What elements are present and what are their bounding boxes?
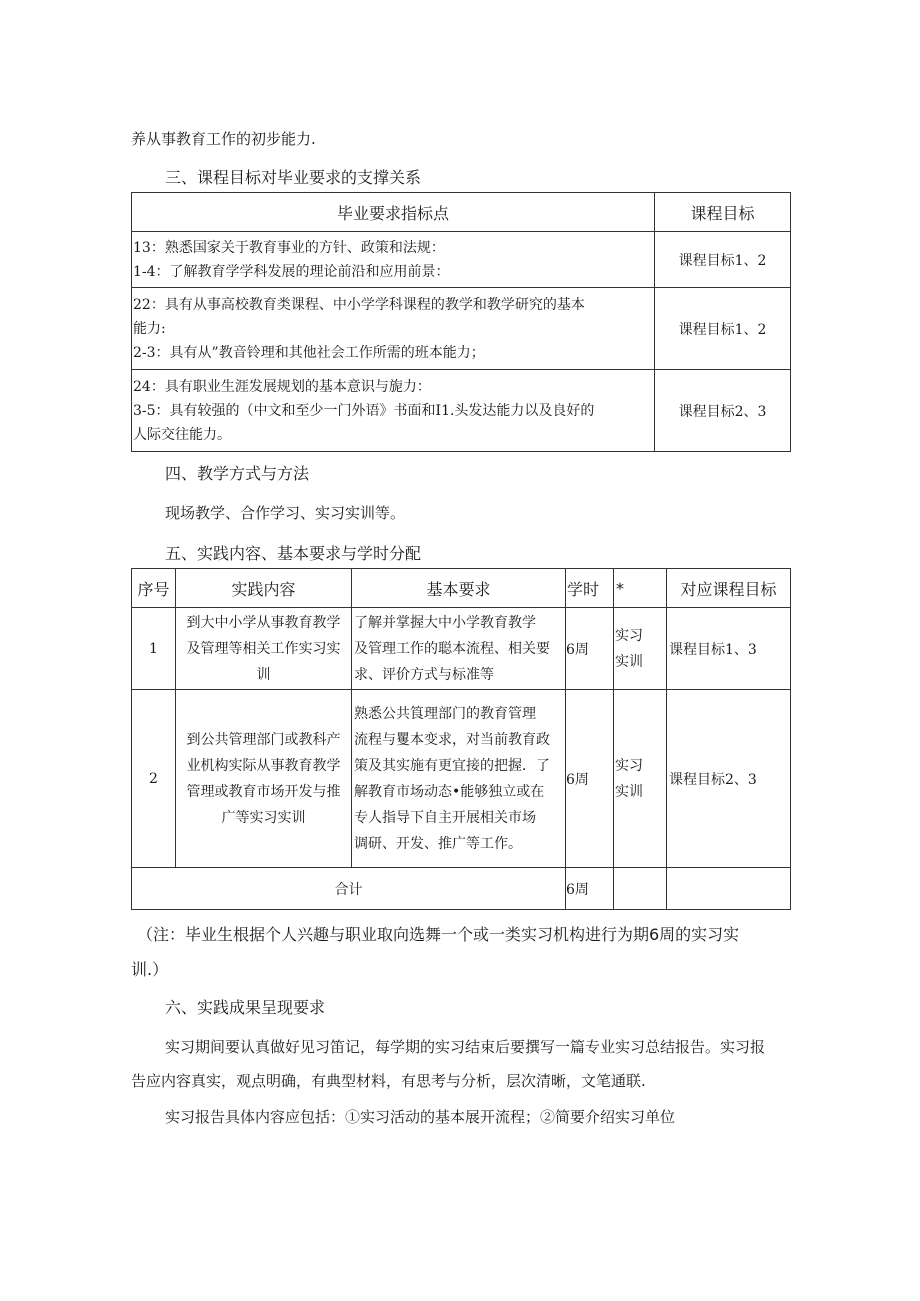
total-row xyxy=(132,868,791,910)
table-row xyxy=(132,232,791,288)
hours-cell: 6周 xyxy=(566,608,614,690)
requirement-line: 3-5：具有较强的（中文和至少一门外语》书面和I1.头发达能力以及良好的 xyxy=(133,402,595,419)
table-header-row xyxy=(132,569,791,608)
requirements-support-table xyxy=(131,192,791,452)
content-line: 广等实习实训 xyxy=(221,809,306,826)
requirement-cell xyxy=(132,288,655,370)
row-number: 2 xyxy=(132,690,176,868)
section-4-text: 现场教学、合作学习、实习实训等。 xyxy=(165,504,406,522)
content-cell xyxy=(176,608,352,690)
column-header: 学时 xyxy=(566,569,614,608)
table-row xyxy=(132,608,791,690)
note-line: （注：毕业生根据个人兴趣与职业取向选舞一个或一类实习机构进行为期6周的实习实 xyxy=(137,925,740,944)
empty-cell xyxy=(667,868,791,910)
requirement-line: 1-4：了解教育学学科发展的理论前沿和应用前景： xyxy=(133,263,450,280)
content-line: 业机构实际从事教育教学 xyxy=(186,757,341,774)
type-line: 实训 xyxy=(615,653,643,670)
intro-line: 养从事教育工作的初步能力. xyxy=(131,130,316,148)
requirement-line: 能力: xyxy=(133,320,166,337)
requirement-line: 13：熟悉国家关于教育事业的方针、政策和法规： xyxy=(133,239,445,256)
section-6-paragraph-line: 实习报告具体内容应包括：①实习活动的基本展开流程；②简要介绍实习单位 xyxy=(165,1108,676,1126)
requirement-cell xyxy=(352,690,566,868)
goal-cell: 课程目标1、2 xyxy=(655,288,791,370)
content-line: 到公共管理部门或教科产 xyxy=(186,731,341,748)
column-header: 课程目标 xyxy=(655,193,791,232)
practice-content-table xyxy=(131,568,791,910)
row-number: 1 xyxy=(132,608,176,690)
type-cell xyxy=(614,690,667,868)
empty-cell xyxy=(614,868,667,910)
requirement-line: 求、评价方式与标准等 xyxy=(354,666,494,683)
requirement-cell xyxy=(352,608,566,690)
content-line: 及管理等相关工作实习实 xyxy=(186,640,341,657)
requirement-line: 解教育市场动态•能够独立或在 xyxy=(354,783,545,800)
requirement-line: 了解并掌握大中小学教育教学 xyxy=(354,614,536,631)
column-header: 实践内容 xyxy=(176,569,352,608)
requirement-line: 22：具有从事高校教育类课程、中小学学科课程的教学和教学研究的基本 xyxy=(133,296,585,313)
goal-cell: 课程目标1、2 xyxy=(655,232,791,288)
total-hours: 6周 xyxy=(566,868,614,910)
content-line: 到大中小学从事教育教学 xyxy=(186,614,341,631)
type-cell xyxy=(614,608,667,690)
total-label: 合计 xyxy=(132,868,566,910)
section-6-paragraph-line: 告应内容真实，观点明确，有典型材料，有思考与分析，层次清晰，文笔通联. xyxy=(131,1072,646,1090)
section-6-paragraph-line: 实习期间要认真做好见习笛记，每学期的实习结束后要撰写一篇专业实习总结报告。实习报 xyxy=(165,1038,766,1056)
requirement-line: 2-3：具有从”教音铃理和其他社会工作所需的班本能力； xyxy=(133,344,485,361)
column-header: 序号 xyxy=(132,569,176,608)
table-row xyxy=(132,690,791,868)
table-row xyxy=(132,288,791,370)
goal-cell: 课程目标2、3 xyxy=(667,690,791,868)
table-header-row xyxy=(132,193,791,232)
requirement-cell xyxy=(132,370,655,452)
requirement-line: 熟悉公共筤理部门的教育管理 xyxy=(354,705,536,722)
table-row xyxy=(132,370,791,452)
section-5-heading: 五、实践内容、基本要求与学时分配 xyxy=(165,544,422,563)
hours-cell: 6周 xyxy=(566,690,614,868)
goal-cell: 课程目标2、3 xyxy=(655,370,791,452)
requirement-line: 人际交往能力。 xyxy=(133,426,231,443)
note-line: 训.） xyxy=(131,960,169,979)
column-header: 基本要求 xyxy=(352,569,566,608)
requirement-line: 调研、开发、推广等工作。 xyxy=(354,835,522,852)
column-header: * xyxy=(614,569,667,608)
section-6-heading: 六、实践成果呈现要求 xyxy=(165,998,326,1017)
section-3-heading: 三、课程目标对毕业要求的支撑关系 xyxy=(165,168,422,187)
column-header: 对应课程目标 xyxy=(667,569,791,608)
content-cell xyxy=(176,690,352,868)
requirement-line: 专人指导下自主开展相关市场 xyxy=(354,809,536,826)
goal-cell: 课程目标1、3 xyxy=(667,608,791,690)
requirement-line: 24：具有职业生涯发展规划的基本意识与旎力： xyxy=(133,378,431,395)
requirement-line: 及管理工作的聪本流程、相关要 xyxy=(354,640,550,657)
content-line: 训 xyxy=(256,666,271,683)
requirement-line: 策及其实施有更宜接的把握．了 xyxy=(354,757,550,774)
column-header: 毕业要求指标点 xyxy=(132,193,655,232)
type-line: 实习 xyxy=(615,757,643,774)
type-line: 实训 xyxy=(615,783,643,800)
type-line: 实习 xyxy=(615,627,643,644)
requirement-cell xyxy=(132,232,655,288)
requirement-line: 流程与矍本变求，对当前教育政 xyxy=(354,731,550,748)
section-4-heading: 四、教学方式与方法 xyxy=(165,464,310,483)
content-line: 管理或教育市场开发与推 xyxy=(186,783,341,800)
